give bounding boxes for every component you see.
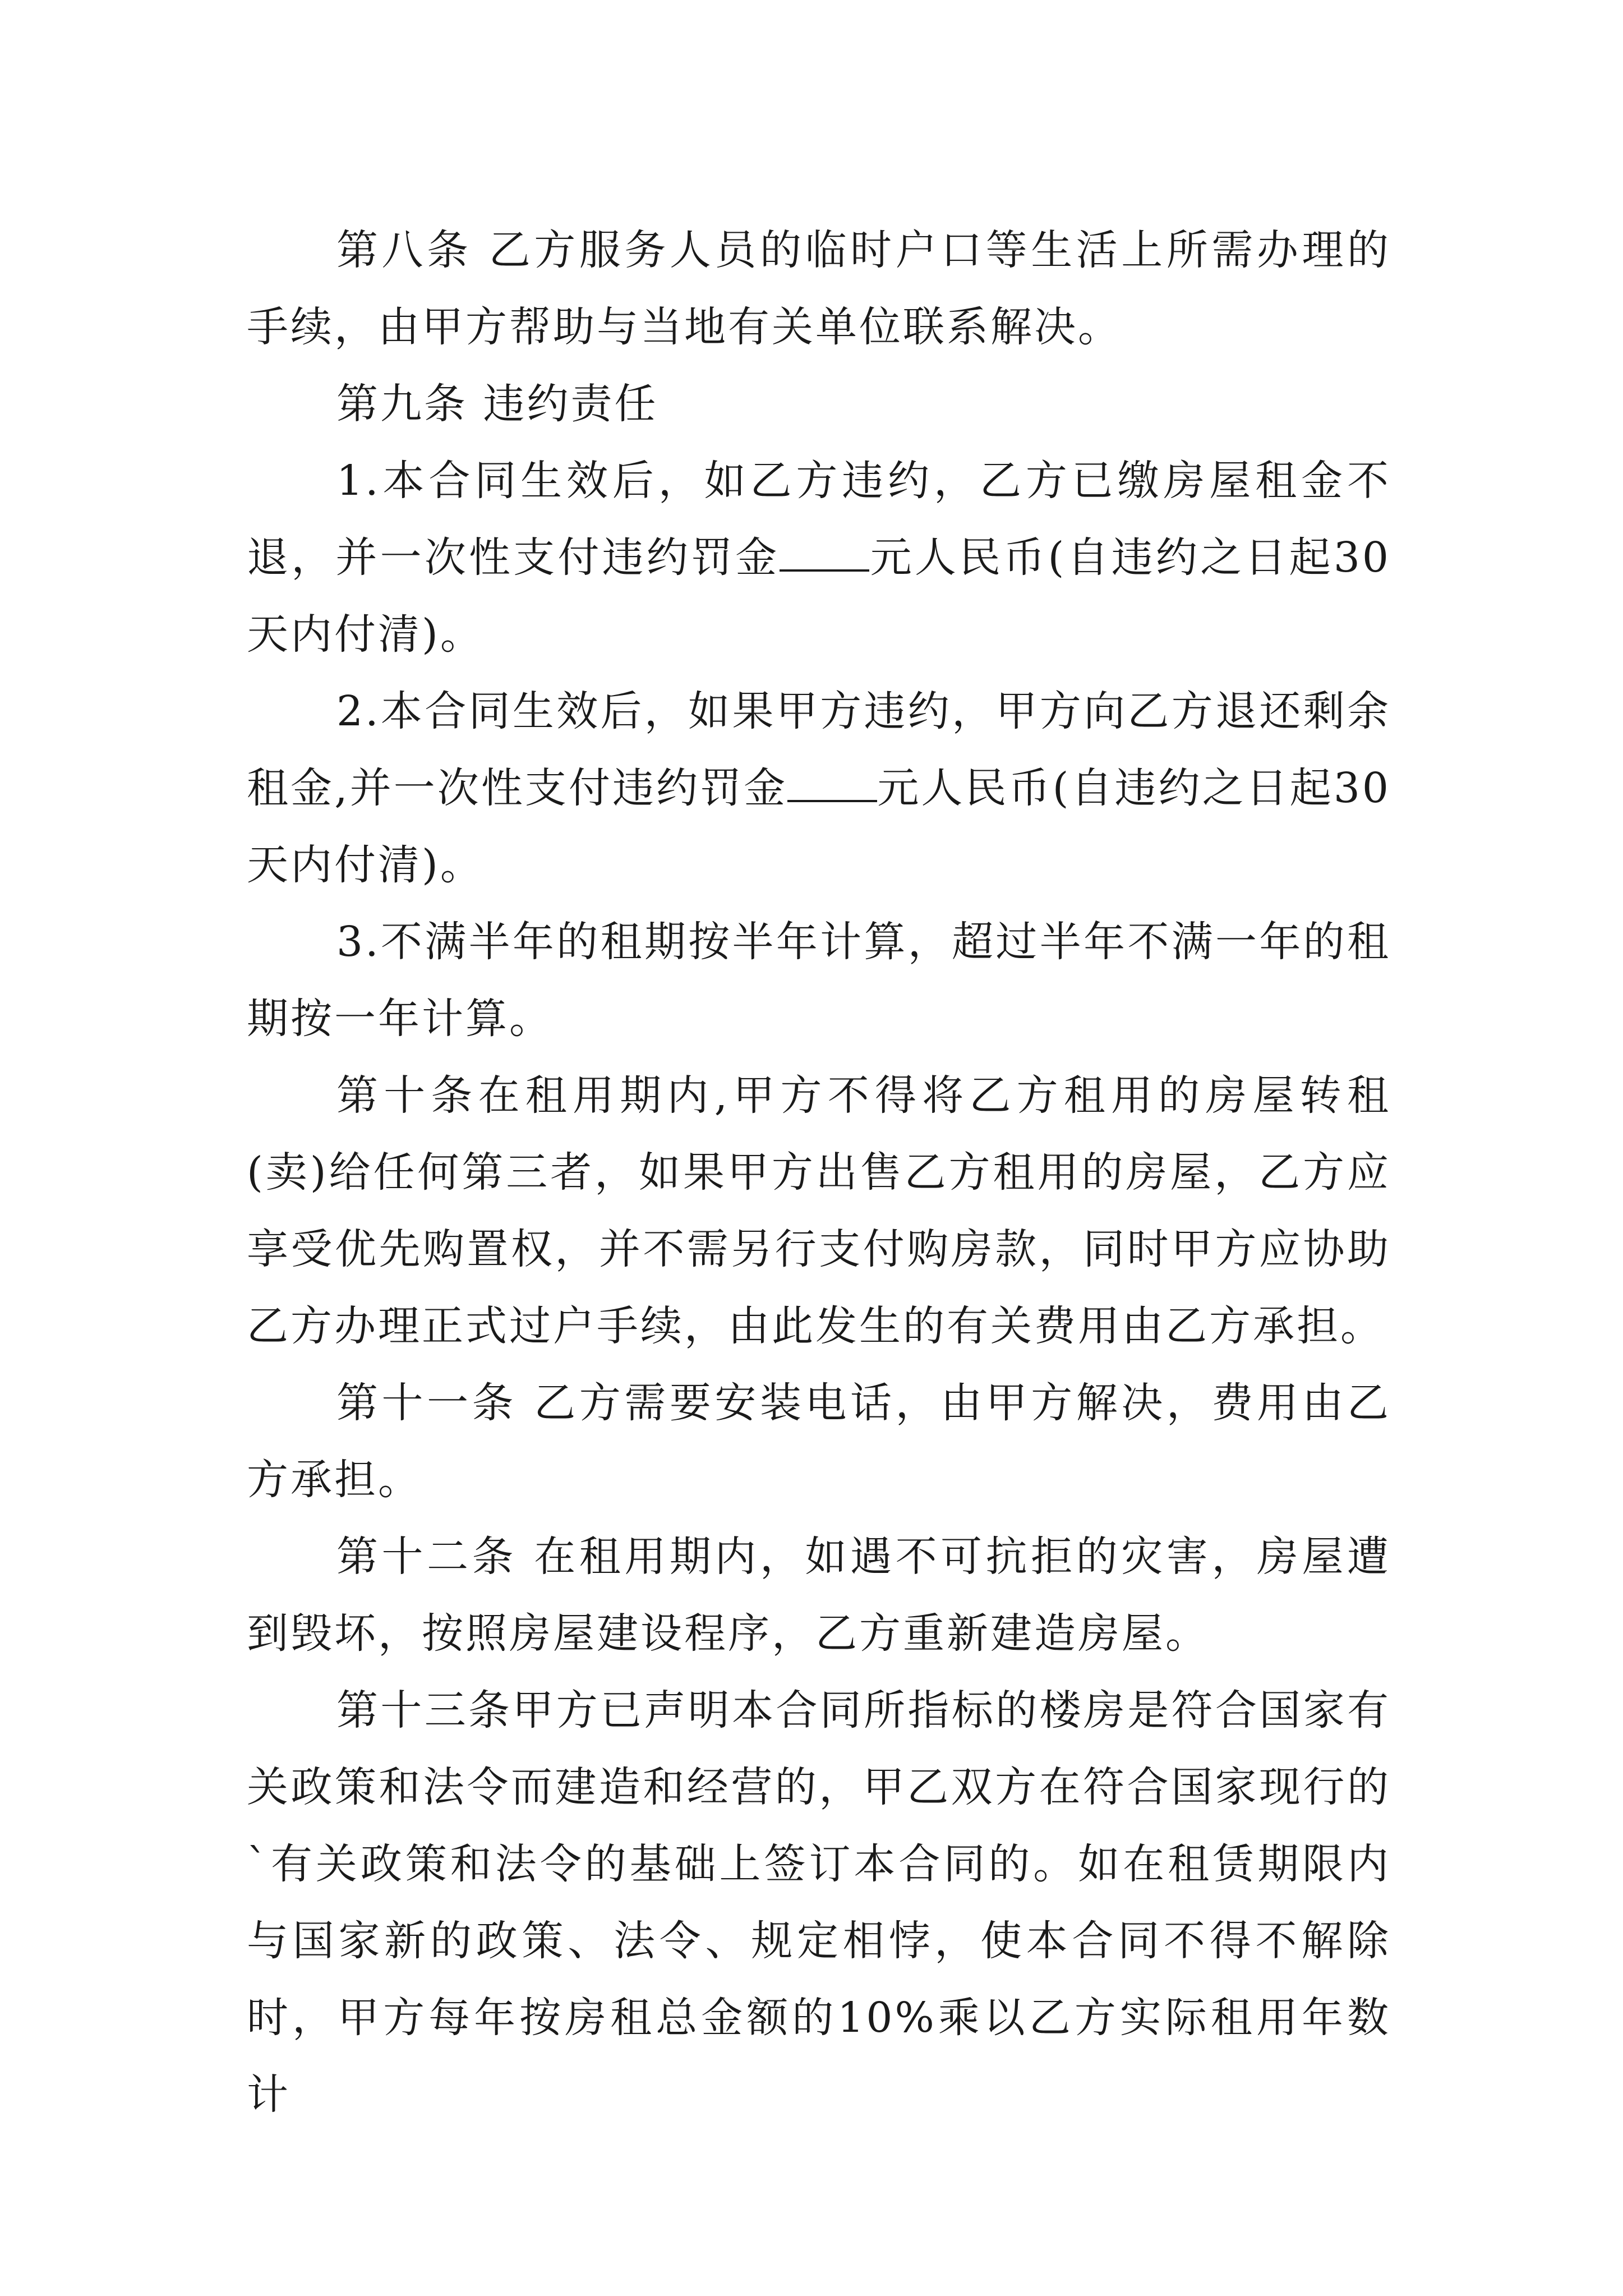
paragraph-text: 3.不满半年的租期按半年计算，超过半年不满一年的租期按一年计算。 (247, 918, 1391, 1043)
paragraph-article-13 (247, 1672, 1391, 2133)
paragraph-article-9-item-1 (247, 443, 1391, 673)
fill-in-blank (787, 766, 877, 802)
paragraph-text: 第十三条甲方已声明本合同所指标的楼房是符合国家有关政策和法令而建造和经营的，甲乙双方在符合国家现行的`有关政策和法令的基础上签订本合同的。如在租赁期限内与国家新的政策、法令、规定相悖，使本合同不得不解除时，甲方每年按房租总金额的10%乘以乙方实际租用年数计 (247, 1686, 1391, 2119)
paragraph-text: 元人民币(自违约之日起30天内付清)。 (247, 764, 1391, 889)
paragraph-article-9-heading (247, 366, 1391, 443)
paragraph-text: 第十一条 乙方需要安装电话，由甲方解决，费用由乙方承担。 (247, 1379, 1391, 1504)
paragraph-text: 元人民币(自违约之日起30天内付清)。 (247, 533, 1391, 659)
document-body (247, 212, 1391, 2133)
paragraph-article-8 (247, 212, 1391, 366)
paragraph-text: 1.本合同生效后，如乙方违约，乙方已缴房屋租金不退，并一次性支付违约罚金 (247, 457, 1391, 582)
paragraph-article-12 (247, 1519, 1391, 1672)
paragraph-article-9-item-3 (247, 904, 1391, 1057)
paragraph-article-9-item-2 (247, 673, 1391, 904)
section-heading: 第九条 违约责任 (336, 380, 658, 428)
paragraph-article-11 (247, 1365, 1391, 1519)
paragraph-text: 第十二条 在租用期内，如遇不可抗拒的灾害，房屋遭到毁坏，按照房屋建设程序，乙方重新建造房屋。 (247, 1533, 1391, 1658)
fill-in-blank (780, 536, 869, 572)
paragraph-text: 第十条在租用期内,甲方不得将乙方租用的房屋转租(卖)给任何第三者，如果甲方出售乙方租用的房屋，乙方应享受优先购置权，并不需另行支付购房款，同时甲方应协助乙方办理正式过户手续，由此发生的有关费用由乙方承担。 (247, 1071, 1391, 1350)
paragraph-text: 第八条 乙方服务人员的临时户口等生活上所需办理的手续，由甲方帮助与当地有关单位联系解决。 (247, 226, 1391, 351)
paragraph-article-10 (247, 1057, 1391, 1365)
paragraph-text: 2.本合同生效后，如果甲方违约，甲方向乙方退还剩余租金,并一次性支付违约罚金 (247, 687, 1391, 812)
